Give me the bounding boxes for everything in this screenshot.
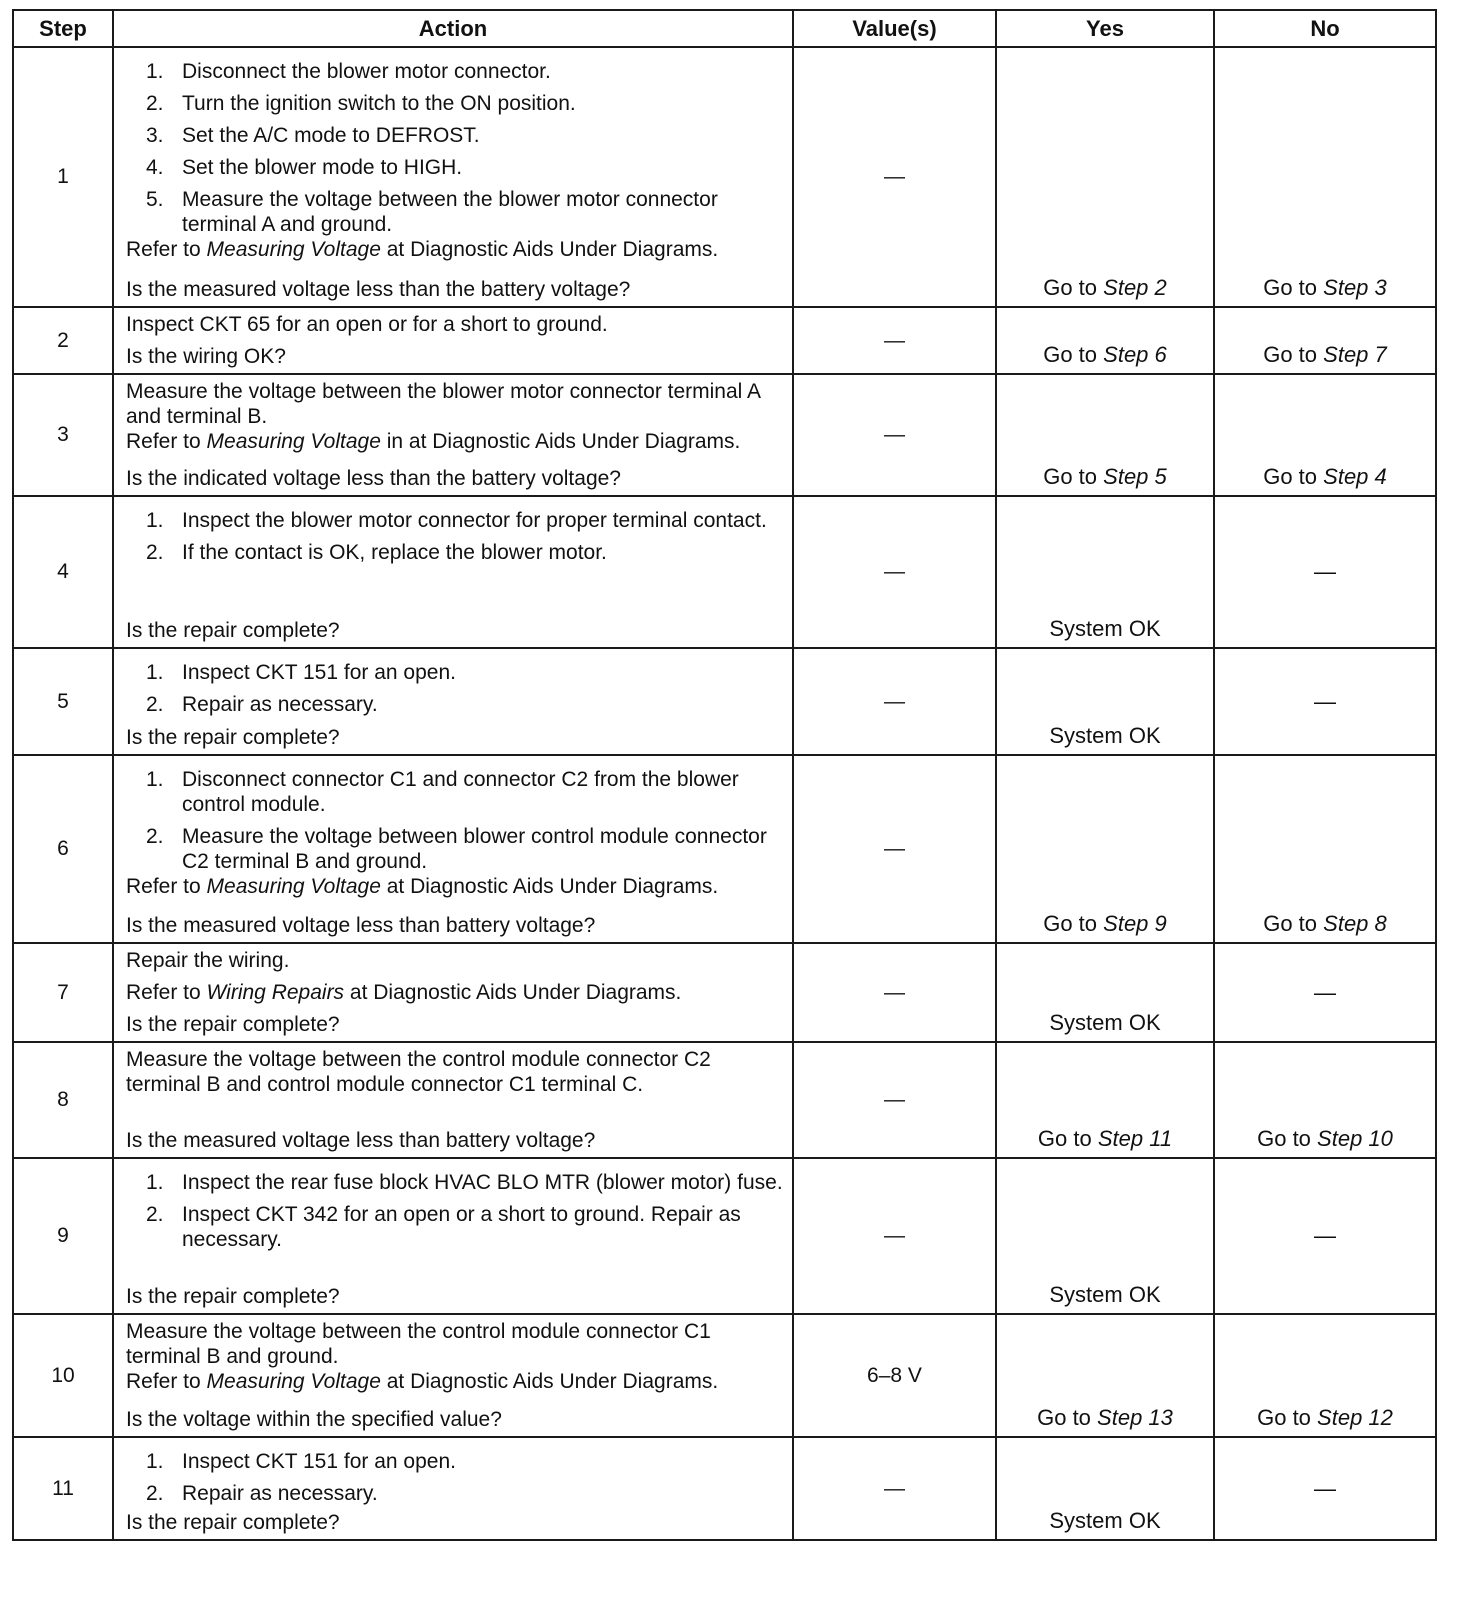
no-cell [1214, 1158, 1436, 1314]
value-cell: — [793, 943, 996, 1042]
list-text: If the contact is OK, replace the blower motor. [182, 541, 607, 564]
yes-prefix: Go to [1043, 275, 1098, 300]
list-number: 1. [146, 509, 164, 532]
list-number: 4. [146, 156, 164, 179]
no-cell [1214, 1437, 1436, 1540]
yes-prefix: Go to [1043, 342, 1098, 367]
list-text: Inspect CKT 342 for an open or a short to ground. Repair as necessary. [182, 1203, 741, 1251]
action-list-item [126, 1170, 784, 1195]
list-text: Repair as necessary. [182, 693, 378, 716]
action-content [126, 379, 784, 491]
reference-suffix: at Diagnostic Aids Under Diagrams. [349, 981, 682, 1004]
yes-cell [996, 1158, 1214, 1314]
value-cell: — [793, 1437, 996, 1540]
action-list-item [126, 155, 784, 180]
step-number: 11 [13, 1437, 113, 1540]
table-row [13, 1042, 1436, 1158]
header-action: Action [113, 10, 793, 47]
list-text: Measure the voltage between the blower motor connector terminal A and ground. [182, 188, 718, 236]
yes-cell [996, 47, 1214, 307]
list-number: 1. [146, 1171, 164, 1194]
action-list-item [126, 508, 784, 533]
no-prefix: Go to [1263, 275, 1318, 300]
list-number: 2. [146, 92, 164, 115]
action-cell [113, 1158, 793, 1314]
list-text: Disconnect connector C1 and connector C2 from the blower control module. [182, 768, 739, 816]
step-number: 1 [13, 47, 113, 307]
header-no: No [1214, 10, 1436, 47]
step-number: 9 [13, 1158, 113, 1314]
action-cell [113, 47, 793, 307]
reference-prefix: Refer to [126, 238, 201, 261]
table-row [13, 755, 1436, 943]
no-result: — [1314, 1475, 1336, 1501]
reference-line [126, 980, 784, 1005]
yes-step-link: Step 11 [1097, 1126, 1173, 1151]
no-step-link: Step 7 [1323, 342, 1387, 367]
list-number: 2. [146, 825, 164, 848]
list-number: 1. [146, 60, 164, 83]
table-row [13, 1437, 1436, 1540]
action-content [126, 52, 784, 302]
action-content [126, 501, 784, 643]
reference-line [126, 874, 784, 899]
action-content [126, 948, 784, 1037]
no-result: — [1314, 979, 1336, 1005]
step-number: 10 [13, 1314, 113, 1437]
reference-prefix: Refer to [126, 875, 201, 898]
action-question: Is the measured voltage less than battery voltage? [126, 1129, 596, 1152]
action-text: Repair the wiring. [126, 949, 290, 972]
yes-cell [996, 755, 1214, 943]
action-question: Is the wiring OK? [126, 345, 286, 368]
header-values: Value(s) [793, 10, 996, 47]
no-step-link: Step 12 [1317, 1405, 1393, 1430]
reference-suffix: in at Diagnostic Aids Under Diagrams. [386, 430, 741, 453]
list-text: Measure the voltage between blower control module connector C2 terminal B and ground. [182, 825, 767, 873]
list-number: 2. [146, 693, 164, 716]
no-prefix: Go to [1263, 464, 1318, 489]
table-row [13, 496, 1436, 648]
table-body [13, 47, 1436, 1540]
action-cell [113, 496, 793, 648]
no-cell [1214, 47, 1436, 307]
action-question: Is the indicated voltage less than the battery voltage? [126, 467, 621, 490]
yes-cell [996, 1437, 1214, 1540]
action-content [126, 312, 784, 369]
reference-line [126, 1369, 784, 1394]
action-list-item [126, 1449, 784, 1474]
list-number: 2. [146, 1482, 164, 1505]
no-cell [1214, 648, 1436, 755]
reference-prefix: Refer to [126, 430, 201, 453]
table-row [13, 307, 1436, 374]
reference-prefix: Refer to [126, 981, 201, 1004]
no-cell [1214, 943, 1436, 1042]
list-text: Inspect the blower motor connector for proper terminal contact. [182, 509, 767, 532]
list-number: 1. [146, 768, 164, 791]
step-number: 3 [13, 374, 113, 496]
table-row [13, 943, 1436, 1042]
yes-result: System OK [1049, 1282, 1161, 1307]
header-yes: Yes [996, 10, 1214, 47]
list-number: 2. [146, 541, 164, 564]
action-list-item [126, 187, 784, 237]
yes-result: System OK [1049, 1508, 1161, 1533]
yes-prefix: Go to [1037, 1405, 1091, 1430]
action-cell [113, 1314, 793, 1437]
value-cell: — [793, 755, 996, 943]
action-text: Measure the voltage between the control module connector C2 terminal B and control module connector C1 terminal C. [126, 1048, 711, 1096]
no-cell [1214, 755, 1436, 943]
list-text: Inspect CKT 151 for an open. [182, 1450, 456, 1473]
value-cell: 6–8 V [793, 1314, 996, 1437]
table-row [13, 648, 1436, 755]
action-cell [113, 755, 793, 943]
action-list-item [126, 540, 784, 565]
value-cell: — [793, 648, 996, 755]
action-list-item [126, 767, 784, 817]
no-cell [1214, 307, 1436, 374]
no-prefix: Go to [1263, 911, 1318, 936]
no-step-link: Step 10 [1317, 1126, 1393, 1151]
table-row [13, 1314, 1436, 1437]
yes-step-link: Step 2 [1103, 275, 1167, 300]
reference-suffix: at Diagnostic Aids Under Diagrams. [386, 875, 719, 898]
reference-suffix: at Diagnostic Aids Under Diagrams. [386, 238, 719, 261]
action-list-item [126, 59, 784, 84]
action-text: Measure the voltage between the control module connector C1 terminal B and ground. [126, 1320, 711, 1368]
yes-result: System OK [1049, 616, 1161, 641]
reference-suffix: at Diagnostic Aids Under Diagrams. [386, 1370, 719, 1393]
reference-link-text: Measuring Voltage [206, 430, 381, 453]
step-number: 6 [13, 755, 113, 943]
yes-cell [996, 496, 1214, 648]
table-row [13, 1158, 1436, 1314]
list-text: Inspect the rear fuse block HVAC BLO MTR (blower motor) fuse. [182, 1171, 783, 1194]
yes-cell [996, 1314, 1214, 1437]
action-content [126, 1319, 784, 1432]
yes-step-link: Step 5 [1103, 464, 1167, 489]
no-cell [1214, 1314, 1436, 1437]
value-cell: — [793, 47, 996, 307]
header-step: Step [13, 10, 113, 47]
action-question: Is the repair complete? [126, 1013, 340, 1036]
table-row [13, 374, 1436, 496]
value-cell: — [793, 1042, 996, 1158]
step-number: 8 [13, 1042, 113, 1158]
action-question: Is the measured voltage less than the battery voltage? [126, 278, 631, 301]
action-list-item [126, 123, 784, 148]
action-cell [113, 374, 793, 496]
no-result: — [1314, 559, 1336, 584]
no-result: — [1314, 688, 1336, 714]
yes-cell [996, 943, 1214, 1042]
reference-link-text: Wiring Repairs [206, 981, 345, 1004]
value-cell: — [793, 1158, 996, 1314]
action-question: Is the repair complete? [126, 726, 340, 749]
action-question: Is the repair complete? [126, 1285, 340, 1308]
list-text: Set the blower mode to HIGH. [182, 156, 463, 179]
action-list-item [126, 692, 784, 717]
action-cell [113, 943, 793, 1042]
action-cell [113, 307, 793, 374]
value-cell: — [793, 496, 996, 648]
yes-result: System OK [1049, 723, 1161, 748]
no-cell [1214, 374, 1436, 496]
reference-line [126, 429, 784, 454]
yes-prefix: Go to [1037, 1126, 1092, 1151]
action-cell [113, 1042, 793, 1158]
action-list-item [126, 824, 784, 874]
list-number: 1. [146, 661, 164, 684]
action-text: Inspect CKT 65 for an open or for a short to ground. [126, 313, 608, 336]
step-number: 4 [13, 496, 113, 648]
step-number: 2 [13, 307, 113, 374]
list-number: 5. [146, 188, 164, 211]
action-question: Is the repair complete? [126, 1511, 340, 1534]
list-number: 2. [146, 1203, 164, 1226]
no-step-link: Step 4 [1323, 464, 1387, 489]
no-prefix: Go to [1263, 342, 1318, 367]
reference-prefix: Refer to [126, 1370, 201, 1393]
action-list-item [126, 1481, 784, 1506]
list-text: Turn the ignition switch to the ON position. [182, 92, 576, 115]
list-number: 3. [146, 124, 164, 147]
action-question: Is the measured voltage less than battery voltage? [126, 914, 596, 937]
reference-link-text: Measuring Voltage [206, 875, 381, 898]
list-text: Set the A/C mode to DEFROST. [182, 124, 480, 147]
no-cell [1214, 496, 1436, 648]
action-list-item [126, 1202, 784, 1252]
list-text: Repair as necessary. [182, 1482, 378, 1505]
no-step-link: Step 3 [1323, 275, 1387, 300]
no-step-link: Step 8 [1323, 911, 1387, 936]
no-cell [1214, 1042, 1436, 1158]
action-content [126, 653, 784, 750]
yes-cell [996, 1042, 1214, 1158]
table-row [13, 47, 1436, 307]
list-number: 1. [146, 1450, 164, 1473]
action-content [126, 760, 784, 938]
action-cell [113, 1437, 793, 1540]
action-text: Measure the voltage between the blower motor connector terminal A and terminal B. [126, 380, 760, 428]
header-row [13, 10, 1436, 47]
step-number: 7 [13, 943, 113, 1042]
action-question: Is the repair complete? [126, 619, 340, 642]
yes-prefix: Go to [1043, 911, 1098, 936]
action-list-item [126, 660, 784, 685]
value-cell: — [793, 374, 996, 496]
reference-line [126, 237, 784, 262]
no-prefix: Go to [1257, 1405, 1311, 1430]
value-cell: — [793, 307, 996, 374]
list-text: Disconnect the blower motor connector. [182, 60, 551, 83]
action-content [126, 1047, 784, 1153]
action-content [126, 1163, 784, 1309]
list-text: Inspect CKT 151 for an open. [182, 661, 456, 684]
yes-cell [996, 307, 1214, 374]
no-result: — [1314, 1223, 1336, 1248]
yes-cell [996, 374, 1214, 496]
yes-step-link: Step 6 [1103, 342, 1167, 367]
yes-cell [996, 648, 1214, 755]
yes-step-link: Step 9 [1103, 911, 1167, 936]
action-list-item [126, 91, 784, 116]
yes-prefix: Go to [1043, 464, 1098, 489]
action-question: Is the voltage within the specified value? [126, 1408, 502, 1431]
yes-result: System OK [1049, 1010, 1161, 1035]
reference-link-text: Measuring Voltage [206, 238, 381, 261]
reference-link-text: Measuring Voltage [206, 1370, 381, 1393]
action-cell [113, 648, 793, 755]
step-number: 5 [13, 648, 113, 755]
yes-step-link: Step 13 [1097, 1405, 1173, 1430]
diagnostic-table [12, 9, 1437, 1541]
no-prefix: Go to [1257, 1126, 1311, 1151]
action-content [126, 1442, 784, 1535]
